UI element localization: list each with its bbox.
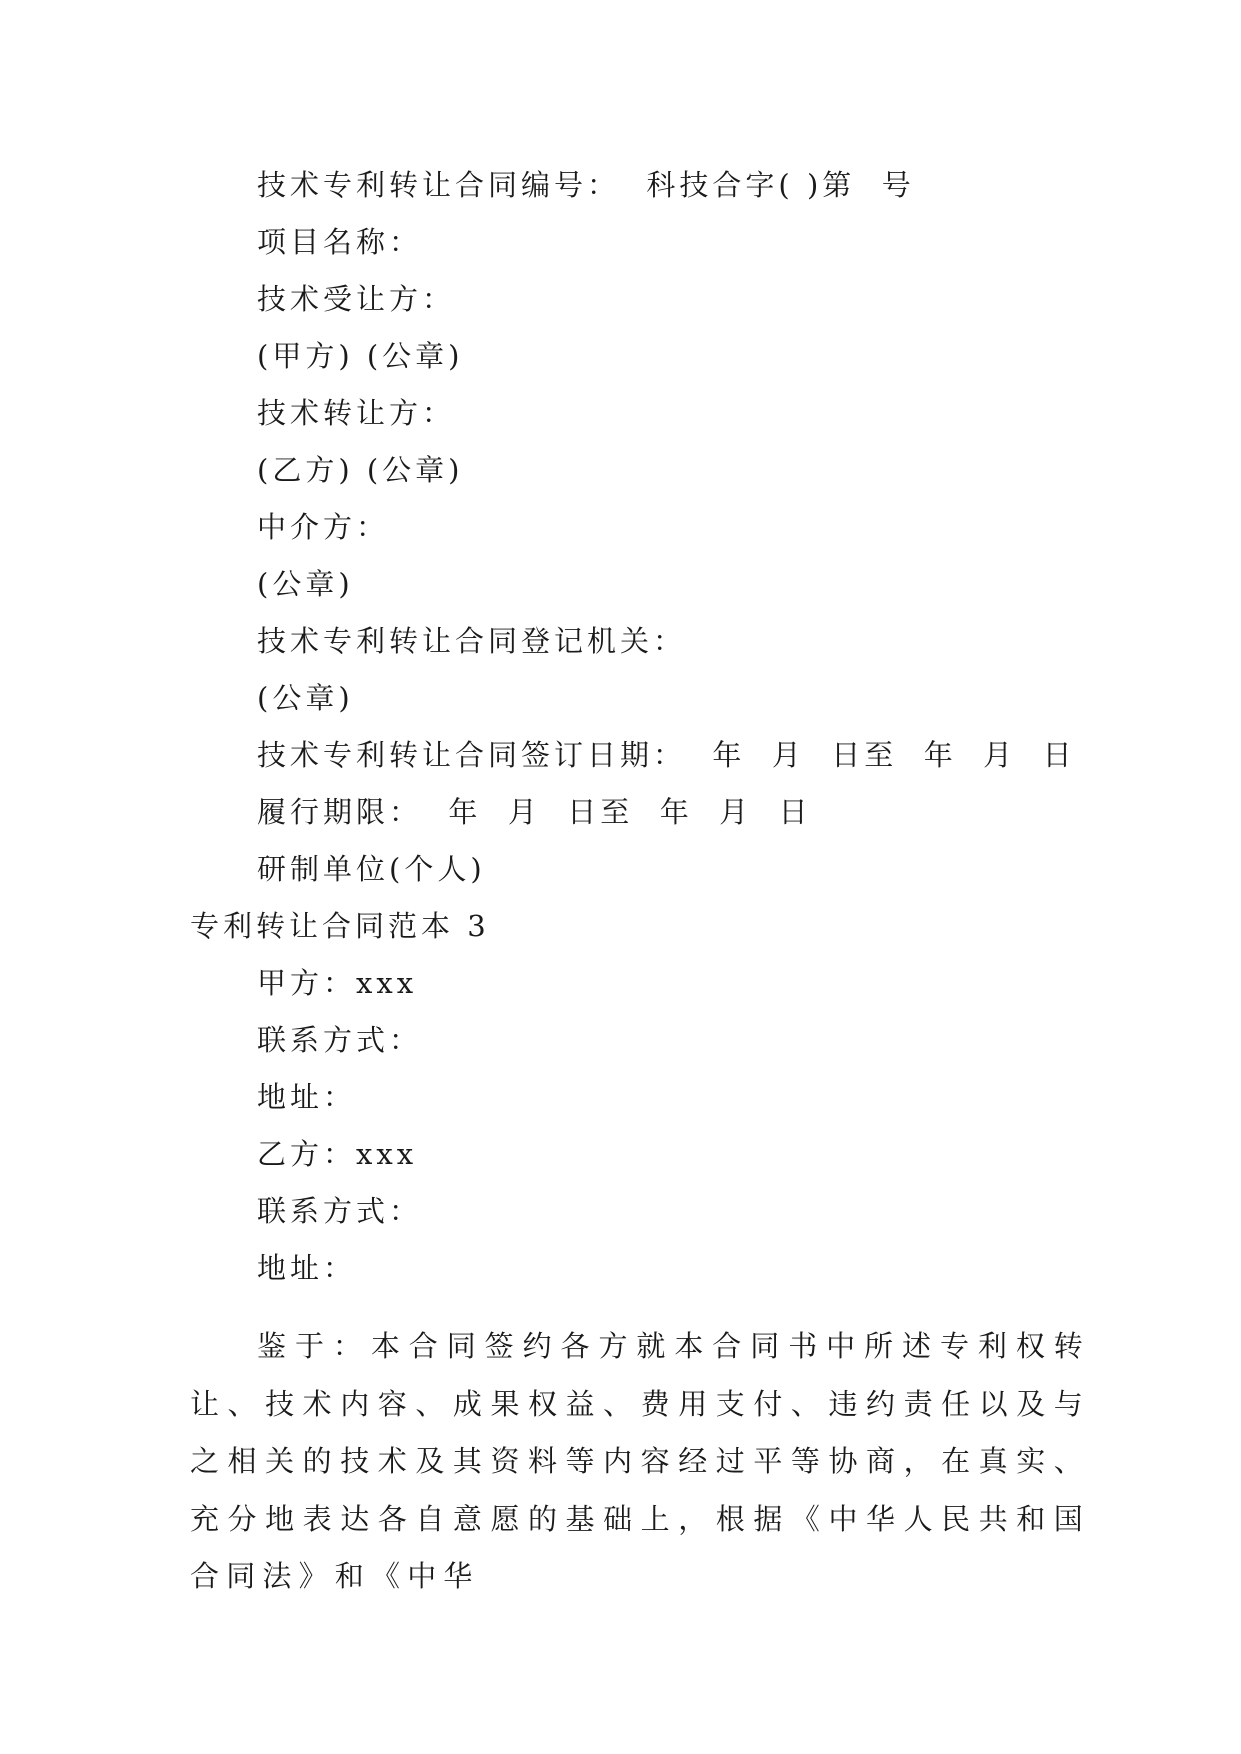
contract-number-line: 技术专利转让合同编号： 科技合字( )第 号 xyxy=(257,168,915,202)
intermediary-seal-line: (公章) xyxy=(257,567,354,601)
party-a-address-line: 地址： xyxy=(257,1080,357,1114)
party-a-contact-line: 联系方式： xyxy=(257,1023,423,1057)
party-b-contact-line: 联系方式： xyxy=(257,1194,423,1228)
project-name-line: 项目名称： xyxy=(257,225,423,259)
registration-seal-line: (公章) xyxy=(257,681,354,715)
intermediary-line: 中介方： xyxy=(257,510,390,544)
section-title: 专利转让合同范本 3 xyxy=(190,909,490,943)
party-a-seal-line: (甲方) (公章) xyxy=(257,339,464,373)
party-a-line: 甲方：xxx xyxy=(257,966,418,1000)
transferor-line: 技术转让方： xyxy=(257,396,456,430)
developer-line: 研制单位(个人) xyxy=(257,852,486,886)
preamble-paragraph: 鉴于：本合同签约各方就本合同书中所述专利权转让、技术内容、成果权益、费用支付、违约责任以及与之相关的技术及其资料等内容经过平等协商，在真实、充分地表达各自意愿的基础上，根据《中华人民共和国合同法》和《中华 xyxy=(190,1329,1090,1593)
signing-date-line: 技术专利转让合同签订日期： 年 月 日至 年 月 日 xyxy=(257,738,1076,772)
party-b-seal-line: (乙方) (公章) xyxy=(257,453,464,487)
party-b-address-line: 地址： xyxy=(257,1251,357,1285)
party-b-line: 乙方：xxx xyxy=(257,1137,418,1171)
transferee-line: 技术受让方： xyxy=(257,282,456,316)
performance-term-line: 履行期限： 年 月 日至 年 月 日 xyxy=(257,795,812,829)
registration-authority-line: 技术专利转让合同登记机关： xyxy=(257,624,687,658)
